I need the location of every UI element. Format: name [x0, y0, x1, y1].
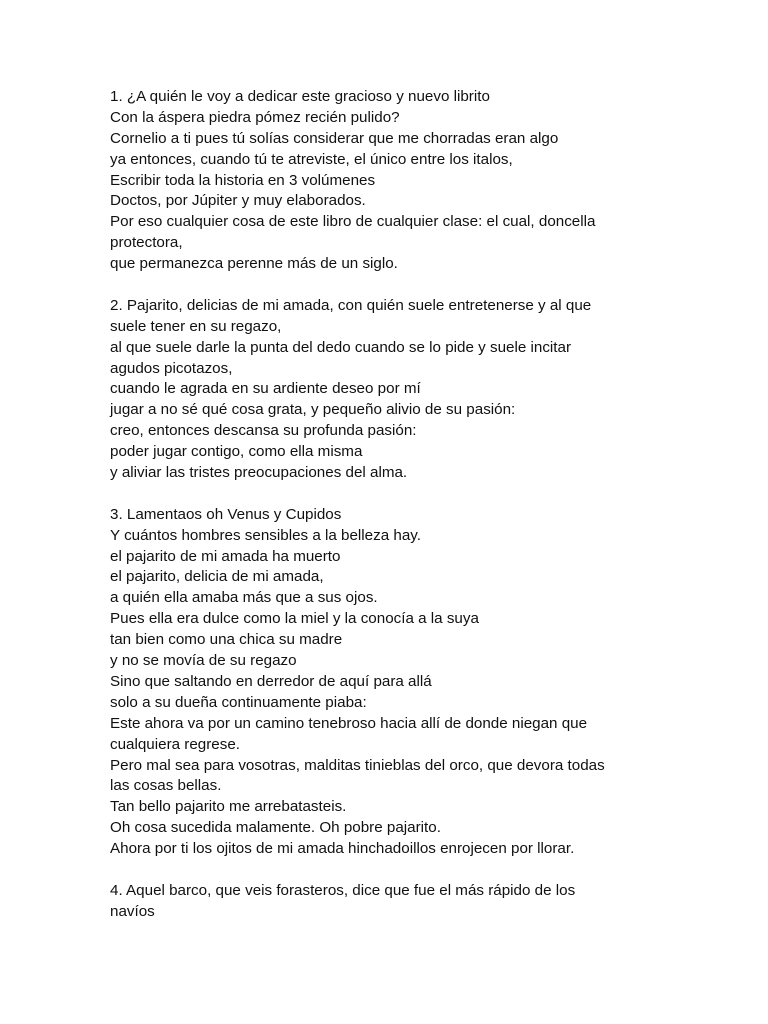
poem-1-line-2: Con la áspera piedra pómez recién pulido?: [110, 108, 400, 126]
poem-2-line-8: poder jugar contigo, como ella misma: [110, 443, 363, 461]
stanza-gap: [110, 484, 655, 505]
poem-3-line-6: Pues ella era dulce como la miel y la conocía a la suya: [110, 610, 479, 628]
poem-3-line-8: y no se movía de su regazo: [110, 652, 297, 670]
poem-3-line-10: solo a su dueña continuamente piaba:: [110, 693, 367, 711]
poem-3-line-15: Tan bello pajarito me arrebatasteis.: [110, 798, 347, 816]
poem-3-line-14: las cosas bellas.: [110, 777, 222, 795]
stanza-gap: [110, 860, 655, 881]
poem-3-line-3: el pajarito de mi amada ha muerto: [110, 547, 341, 565]
poem-2-line-1: 2. Pajarito, delicias de mi amada, con quién suele entretenerse y al que: [110, 296, 592, 314]
poem-3-line-12: cualquiera regrese.: [110, 735, 241, 753]
poem-3-line-7: tan bien como una chica su madre: [110, 631, 343, 649]
poem-1-line-7: Por eso cualquier cosa de este libro de cualquier clase: el cual, doncella: [110, 213, 596, 231]
poem-2-line-5: cuando le agrada en su ardiente deseo por mí: [110, 380, 421, 398]
poem-1-line-6: Doctos, por Júpiter y muy elaborados.: [110, 192, 366, 210]
poem-3-line-16: Oh cosa sucedida malamente. Oh pobre pajarito.: [110, 819, 441, 837]
poem-1-line-8: protectora,: [110, 234, 183, 252]
poem-2-line-2: suele tener en su regazo,: [110, 317, 282, 335]
poem-2-line-6: jugar a no sé qué cosa grata, y pequeño alivio de su pasión:: [110, 401, 516, 419]
poem-1-line-5: Escribir toda la historia en 3 volúmenes: [110, 171, 376, 189]
poem-3-line-5: a quién ella amaba más que a sus ojos.: [110, 589, 378, 607]
poem-3-line-4: el pajarito, delicia de mi amada,: [110, 568, 324, 586]
poem-1-line-4: ya entonces, cuando tú te atreviste, el único entre los italos,: [110, 150, 513, 168]
poem-text-block: [110, 87, 655, 923]
poem-3-line-11: Este ahora va por un camino tenebroso hacia allí de donde niegan que: [110, 714, 588, 732]
poem-1-line-3: Cornelio a ti pues tú solías considerar que me chorradas eran algo: [110, 129, 559, 147]
poem-4-line-1: 4. Aquel barco, que veis forasteros, dice que fue el más rápido de los: [110, 881, 576, 899]
poem-1-line-1: 1. ¿A quién le voy a dedicar este gracioso y nuevo librito: [110, 88, 490, 105]
poem-2-line-4: agudos picotazos,: [110, 359, 233, 377]
poem-1-line-9: que permanezca perenne más de un siglo.: [110, 255, 398, 273]
poem-2-line-9: y aliviar las tristes preocupaciones del alma.: [110, 464, 408, 482]
poem-4-line-2: navíos: [110, 902, 155, 920]
poem-2-line-7: creo, entonces descansa su profunda pasión:: [110, 422, 417, 440]
stanza-gap: [110, 275, 655, 296]
poem-3-line-9: Sino que saltando en derredor de aquí para allá: [110, 672, 432, 690]
poem-2-line-3: al que suele darle la punta del dedo cuando se lo pide y suele incitar: [110, 338, 572, 356]
poem-3-line-2: Y cuántos hombres sensibles a la belleza hay.: [110, 526, 421, 544]
poem-3-line-1: 3. Lamentaos oh Venus y Cupidos: [110, 505, 342, 523]
poem-3-line-17: Ahora por ti los ojitos de mi amada hinchadoillos enrojecen por llorar.: [110, 840, 575, 858]
poem-3-line-13: Pero mal sea para vosotras, malditas tinieblas del orco, que devora todas: [110, 756, 605, 774]
